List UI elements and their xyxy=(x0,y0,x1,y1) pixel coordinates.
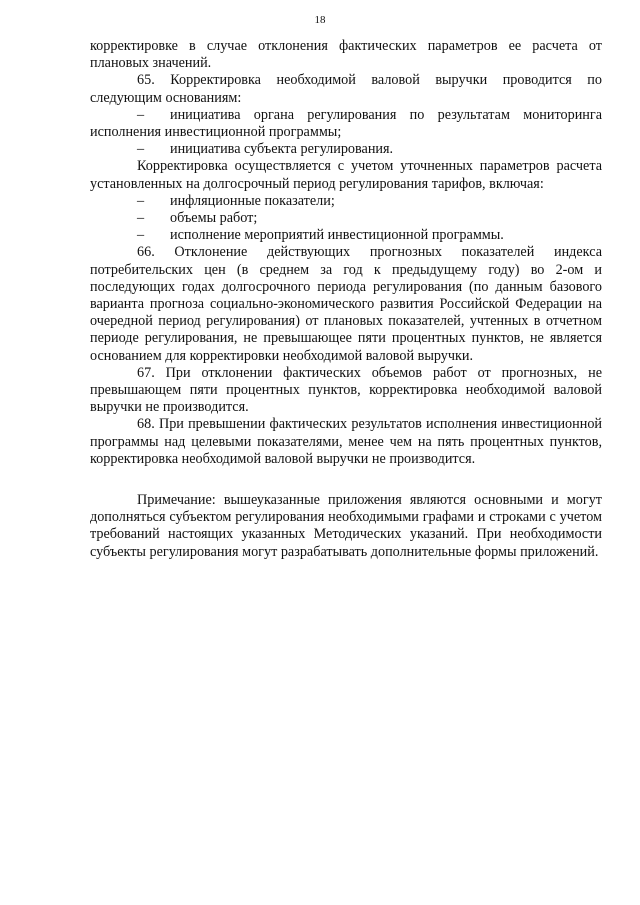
list-item xyxy=(90,141,602,158)
list-item xyxy=(90,107,602,141)
dash-marker: – xyxy=(137,141,145,158)
page-number: 18 xyxy=(314,14,326,26)
paragraph-67: 67. При отклонении фактических объемов работ от прогнозных, не превышающем пяти процентных пунктов, корректировка необходимой валовой выручки не производится. xyxy=(90,364,602,416)
dash-marker: – xyxy=(137,227,145,244)
dash-marker: – xyxy=(137,210,145,227)
paragraph-66: 66. Отклонение действующих прогнозных показателей индекса потребительских цен (в среднем за год к предыдущему году) во 2-ом и последующих годах долгосрочного периода регулирования (по данным базового варианта прогноза социально-экономического развития Российской Федерации на очередной период регулирования) от плановых показателей, учтенных в отчетном периоде регулирования, не превышающее пяти процентных пунктов, не является основанием для корректировки необходимой валовой выручки. xyxy=(90,244,602,364)
paragraph-65: 65. Корректировка необходимой валовой выручки проводится по следующим основаниям: xyxy=(90,72,602,106)
list-item xyxy=(90,227,602,244)
paragraph-68: 68. При превышении фактических результатов исполнения инвестиционной программы над целевыми показателями, менее чем на пять процентных пунктов, корректировка необходимой валовой выручки не производится. xyxy=(90,416,602,467)
list-item-text: инициатива органа регулирования по результатам мониторинга исполнения инвестиционной программы; xyxy=(90,106,602,141)
list-item xyxy=(90,193,602,210)
list-item-text: инфляционные показатели; xyxy=(170,192,335,209)
dash-marker: – xyxy=(137,192,145,209)
note-paragraph: Примечание: вышеуказанные приложения являются основными и могут дополняться субъектом регулирования необходимыми графами и строками с учетом требований настоящих указанных Методических указаний. При необходимости субъекты регулирования могут разрабатывать дополнительные формы приложений. xyxy=(90,492,602,560)
dash-marker: – xyxy=(137,106,145,123)
list-item-text: объемы работ; xyxy=(170,210,258,227)
list-item-text: инициатива субъекта регулирования. xyxy=(170,141,394,158)
paragraph-correction: Корректировка осуществляется с учетом уточненных параметров расчета установленных на долгосрочный период регулирования тарифов, включая: xyxy=(90,158,602,192)
list-item xyxy=(90,210,602,227)
document-body xyxy=(90,38,602,561)
paragraph-continuation: корректировке в случае отклонения фактических параметров ее расчета от плановых значений. xyxy=(90,38,602,72)
list-item-text: исполнение мероприятий инвестиционной программы. xyxy=(170,227,504,244)
